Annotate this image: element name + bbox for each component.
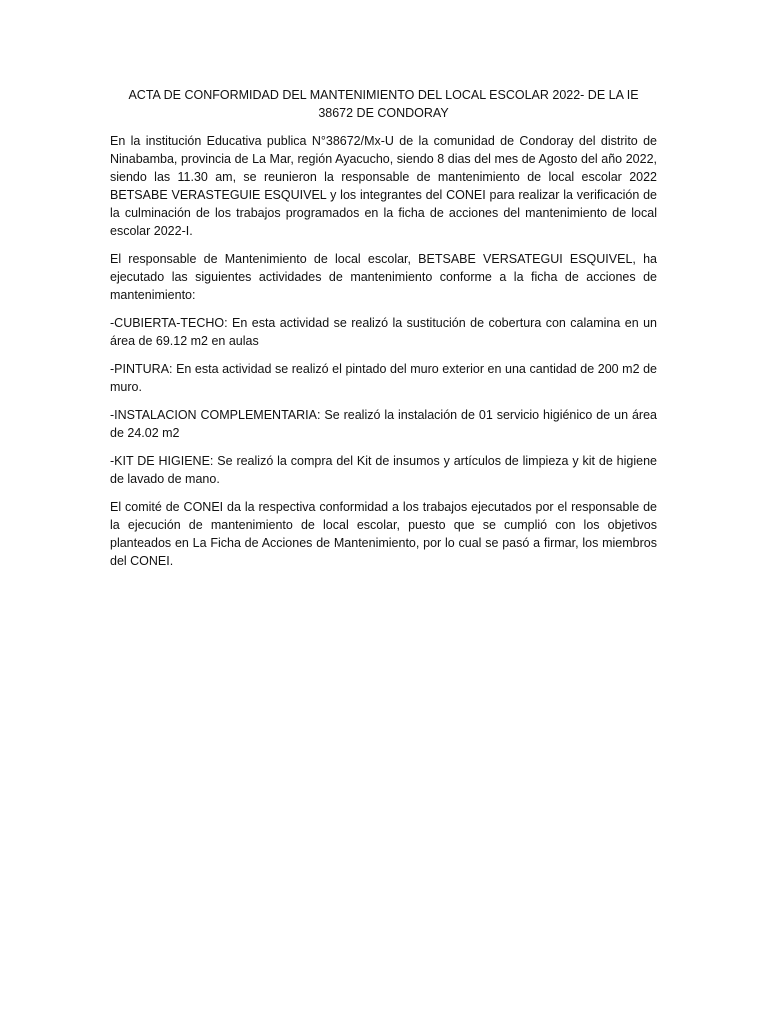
document-page [110,86,657,580]
document-title-line-1: ACTA DE CONFORMIDAD DEL MANTENIMIENTO DEL LOCAL ESCOLAR 2022- DE LA IE [128,88,639,102]
responsible-paragraph: El responsable de Mantenimiento de local escolar, BETSABE VERSATEGUI ESQUIVEL, ha ejecutado las siguientes actividades de mantenimiento conforme a la ficha de acciones de mantenimiento: [110,252,657,302]
activity-hygiene-kit: -KIT DE HIGIENE: Se realizó la compra del Kit de insumos y artículos de limpieza y kit de higiene de lavado de mano. [110,454,657,486]
activity-installation: -INSTALACION COMPLEMENTARIA: Se realizó la instalación de 01 servicio higiénico de un área de 24.02 m2 [110,408,657,440]
document-title [110,86,657,122]
activity-paint: -PINTURA: En esta actividad se realizó el pintado del muro exterior en una cantidad de 200 m2 de muro. [110,362,657,394]
conformity-paragraph: El comité de CONEI da la respectiva conformidad a los trabajos ejecutados por el responsable de la ejecución de mantenimiento de local escolar, puesto que se cumplió con los objetivos planteados en La Ficha de Acciones de Mantenimiento, por lo cual se pasó a firmar, los miembros del CONEI. [110,500,657,568]
activity-roof: -CUBIERTA-TECHO: En esta actividad se realizó la sustitución de cobertura con calamina en un área de 69.12 m2 en aulas [110,316,657,348]
intro-paragraph: En la institución Educativa publica N°38672/Mx-U de la comunidad de Condoray del distrito de Ninabamba, provincia de La Mar, región Ayacucho, siendo 8 dias del mes de Agosto del año 2022, siendo las 11.30 am, se reunieron la responsable de mantenimiento de local escolar 2022 BETSABE VERASTEGUIE ESQUIVEL y los integrantes del CONEI para realizar la verificación de la culminación de los trabajos programados en la ficha de acciones del mantenimiento de local escolar 2022-I. [110,134,657,238]
document-title-line-2: 38672 DE CONDORAY [318,106,449,120]
